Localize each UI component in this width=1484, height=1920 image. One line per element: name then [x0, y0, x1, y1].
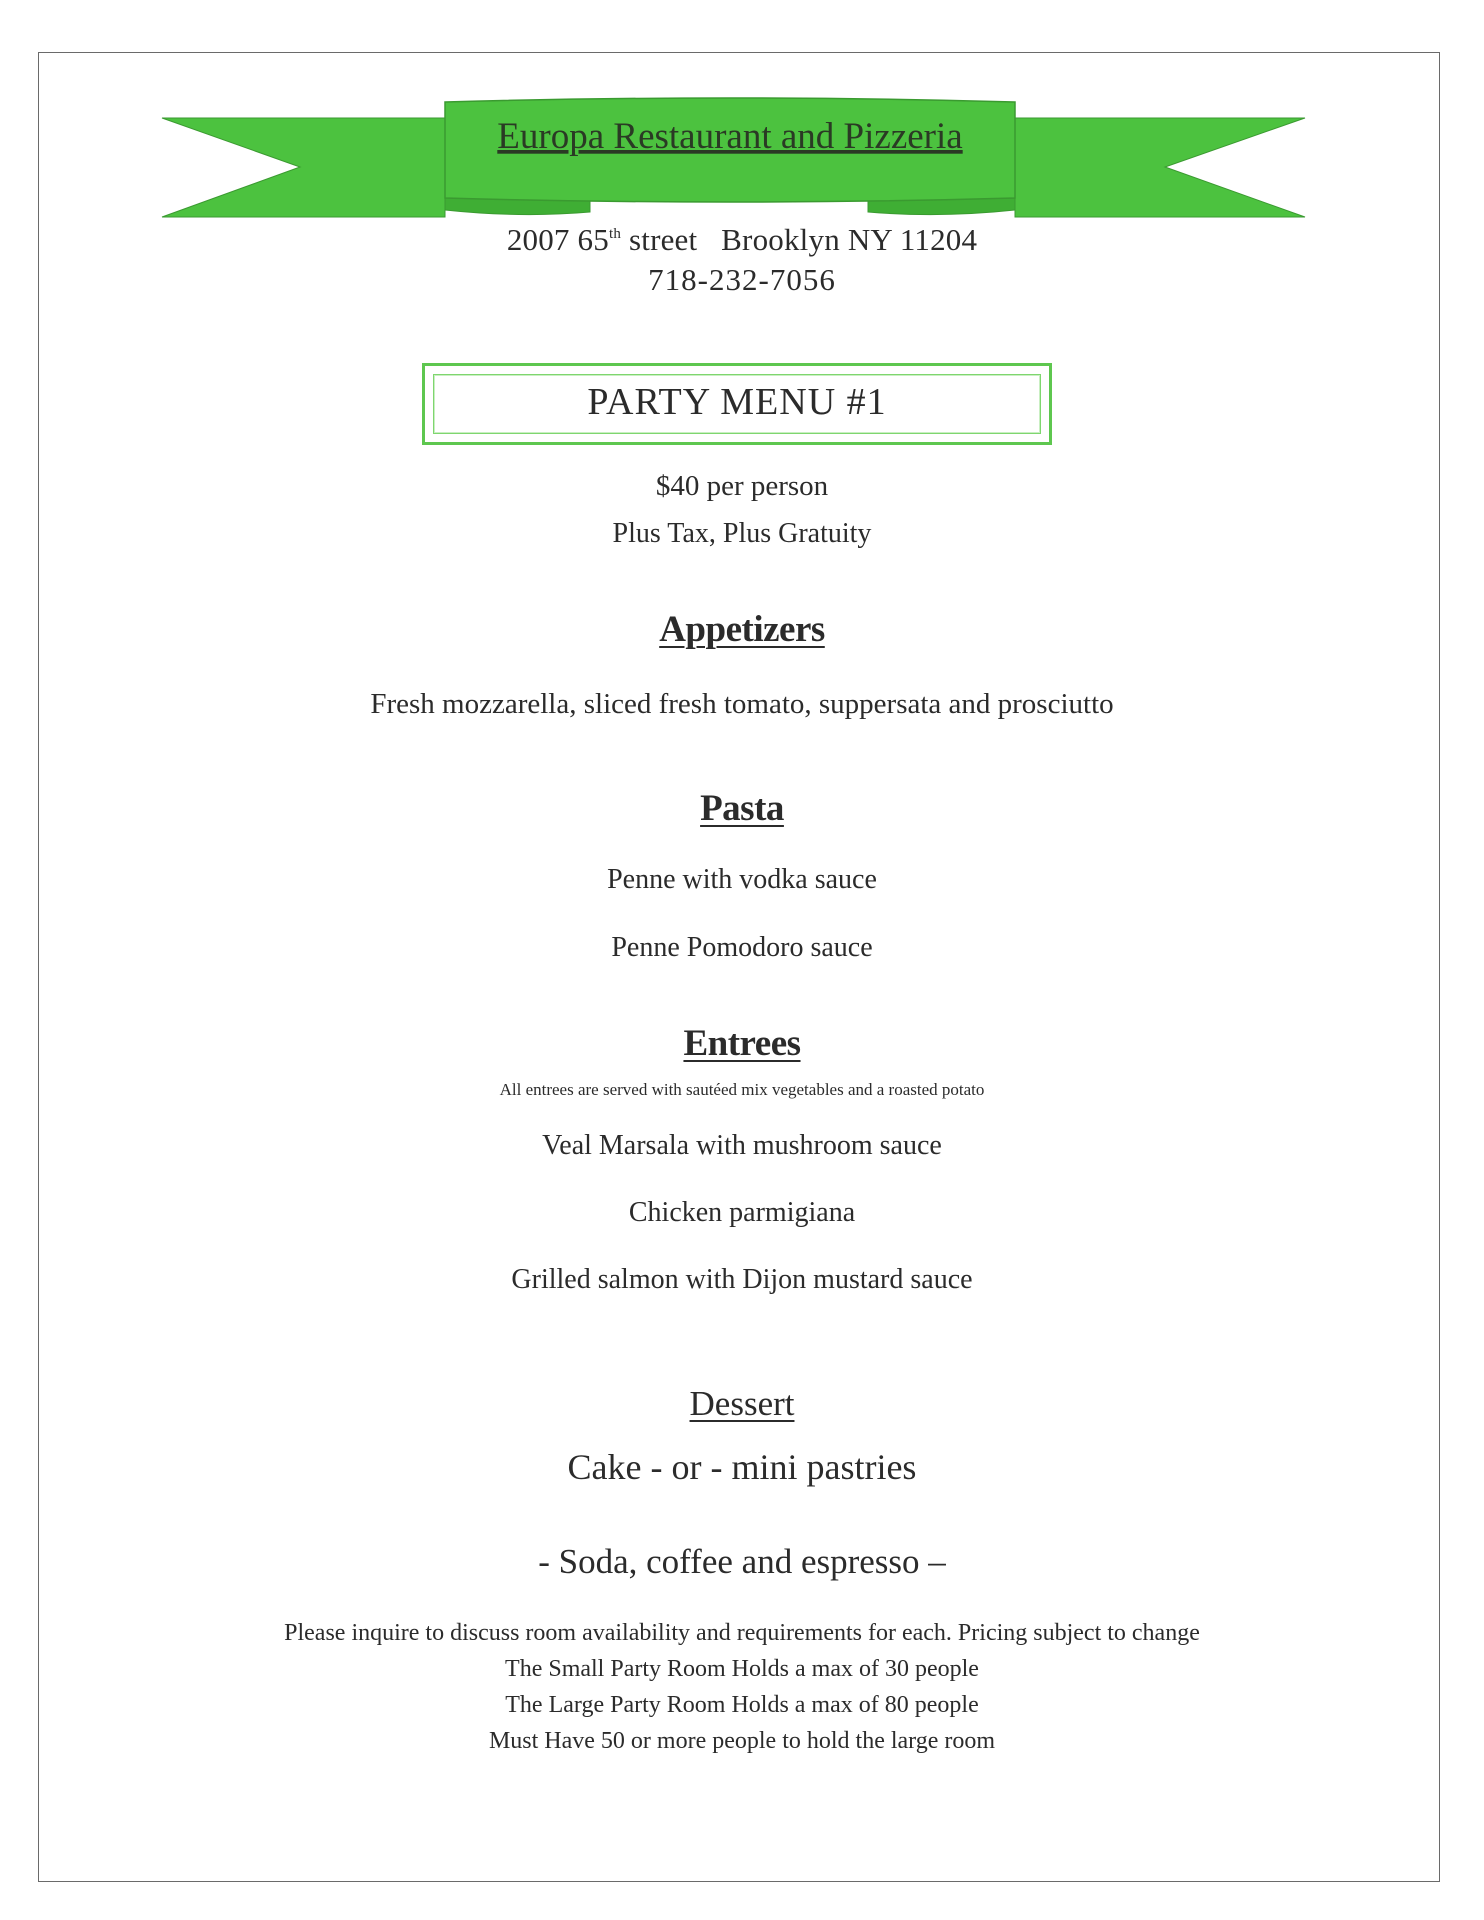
- ribbon-left-tail: [162, 118, 445, 217]
- price: $40 per person: [655, 470, 829, 502]
- price-note: Plus Tax, Plus Gratuity: [612, 518, 872, 549]
- entree-item: Chicken parmigiana: [628, 1197, 856, 1228]
- appetizer-item: Fresh mozzarella, sliced fresh tomato, suppersata and prosciutto: [370, 688, 1114, 720]
- entrees-note: All entrees are served with sautéed mix vegetables and a roasted potato: [499, 1080, 985, 1099]
- pasta-item: Penne with vodka sauce: [607, 864, 877, 895]
- menu-title: PARTY MENU #1: [587, 381, 887, 423]
- restaurant-name: Europa Restaurant and Pizzeria: [497, 116, 963, 157]
- dessert-heading: Dessert: [689, 1384, 795, 1423]
- entree-item: Veal Marsala with mushroom sauce: [542, 1130, 942, 1161]
- address-street: street Brooklyn NY 11204: [621, 222, 978, 257]
- footer-note: Must Have 50 or more people to hold the large room: [488, 1728, 996, 1754]
- menu-title-box: [422, 363, 1052, 445]
- address-number: 2007 65: [506, 222, 609, 257]
- pasta-item: Penne Pomodoro sauce: [611, 932, 873, 963]
- ribbon-banner: [0, 0, 1484, 240]
- footer-note: The Small Party Room Holds a max of 30 people: [505, 1656, 979, 1682]
- appetizers-heading: Appetizers: [659, 609, 825, 650]
- pasta-heading: Pasta: [700, 788, 784, 829]
- drinks-line: - Soda, coffee and espresso –: [538, 1542, 946, 1581]
- address: [0, 222, 1484, 258]
- address-suffix: th: [608, 226, 622, 242]
- dessert-item: Cake - or - mini pastries: [567, 1447, 917, 1487]
- page-border: [38, 52, 1440, 1882]
- entree-item: Grilled salmon with Dijon mustard sauce: [511, 1264, 973, 1295]
- footer-note: The Large Party Room Holds a max of 80 people: [505, 1692, 979, 1718]
- footer-note: Please inquire to discuss room availability and requirements for each. Pricing subject to change: [284, 1620, 1200, 1646]
- ribbon-right-tail: [1015, 118, 1305, 217]
- entrees-heading: Entrees: [683, 1023, 801, 1064]
- phone-number: 718-232-7056: [648, 262, 836, 297]
